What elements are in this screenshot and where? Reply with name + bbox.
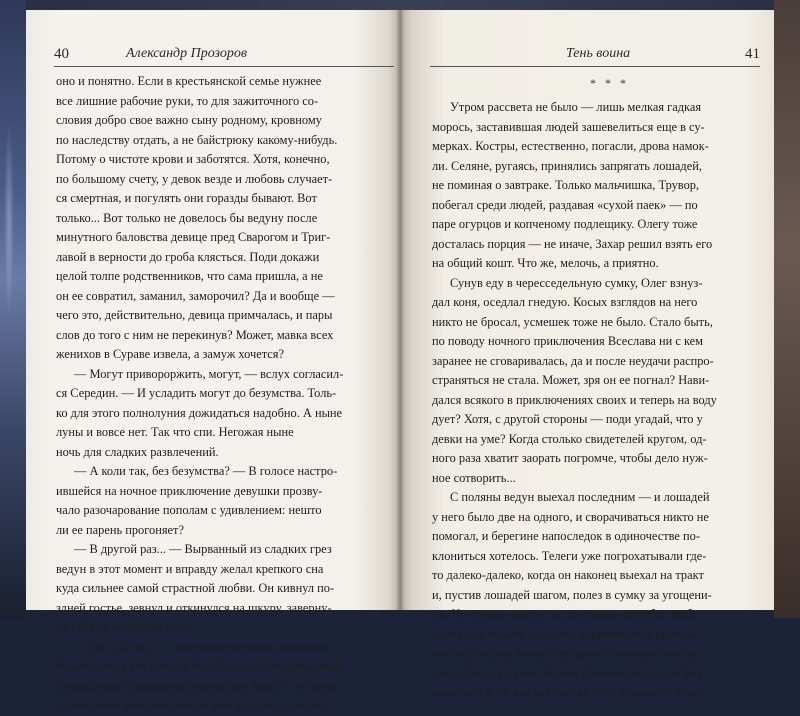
text-line: закончился, он как раз нагнал обоз и накинул пово- xyxy=(432,685,704,699)
text-line: никто не бросал, усмешек тоже не было. Стало быть, xyxy=(432,314,713,329)
text-line: страняться не стала. Может, зря он ее погнал? Нави- xyxy=(432,373,710,387)
left-page xyxy=(26,10,400,712)
text-line: мерках. Костры, естественно, погасли, дрова намок- xyxy=(432,139,709,153)
right-page-header xyxy=(430,46,760,66)
text-line: паре огурцов и копченому подлещику. Олегу тоже xyxy=(432,217,698,231)
text-line: он ее совратил, заманил, заморочил? Да и вообще — xyxy=(56,288,335,303)
text-line: чего это, действительно, девица примчалась, и пары xyxy=(56,308,333,322)
text-line: ли. Селяне, ругаясь, принялись запрягать лошадей, xyxy=(432,158,702,173)
left-page-header xyxy=(54,46,394,66)
text-line: все лишние рабочие руки, то для зажиточного со- xyxy=(56,93,319,108)
book-gutter xyxy=(396,10,404,610)
text-line: захрустел огурцами. К тому времени, когда завтрак xyxy=(432,665,704,680)
text-line: побегал среди людей, раздавая «сухой паек» — по xyxy=(432,197,698,212)
text-line: оно и понятно. Если в крестьянской семье нужнее xyxy=(56,74,322,88)
text-line: Потому о чистоте крови и заботятся. Хотя, конечно, xyxy=(56,152,330,166)
text-line: по поводу ночного приключения Всеслава ни с кем xyxy=(432,334,704,348)
text-line: Утром рассвета не было — лишь мелкая гадкая xyxy=(450,100,702,114)
text-line: луны и вовсе нет. Так что спи. Негожая ныне xyxy=(56,425,294,439)
text-line: С поляны ведун выехал последним — и лошадей xyxy=(450,490,710,504)
text-line: ся смертная, и погулять они горазды бывают. Вот xyxy=(56,191,317,205)
text-line: — В другой раз... — Вырванный из сладких грез xyxy=(74,542,332,556)
text-line: и, пустив лошадей шагом, полез в сумку за угощени- xyxy=(432,587,712,602)
text-line: чало разочарование пополам с удивлением: нешто xyxy=(56,503,322,517)
right-header-rule xyxy=(430,66,760,67)
text-line: по большому счету, у девок везде и любовь случает- xyxy=(56,171,333,186)
text-line: ем. Не спеша, ломтик за ломтиком, истребил рыбу, xyxy=(432,607,701,621)
text-line: — Ты... Да ты... — Всеслава внезапно довольно xyxy=(74,639,327,654)
right-page-text xyxy=(432,98,766,703)
text-line: дует? Хотя, с другой стороны — поди угадай, что у xyxy=(432,412,703,426)
text-line: заранее не сговаривалась, да и после неудачи распро- xyxy=(432,353,714,368)
text-line: морось, заставившая людей зашевелиться еще в су- xyxy=(432,119,705,134)
book-cover-right-edge xyxy=(774,0,800,618)
text-line: ми чешуйками, кожи, отер руки о влажную листву, xyxy=(432,646,701,660)
text-line: больно пнула его ногой в бок. Середин, непривыкший xyxy=(56,659,343,673)
text-line: роняя под копыта лоскутки коричневой, с крупны- xyxy=(432,626,700,641)
text-line: ся Середин. — И усладить могут до безумства. Толь- xyxy=(56,386,337,400)
right-page xyxy=(400,10,774,699)
text-line: ли ее парень прогоняет? xyxy=(56,522,184,537)
text-line: словия добро свое важно сыну родному, кровному xyxy=(56,113,322,127)
text-line: к подобному обращению, вскинулся было — но деви- xyxy=(56,678,341,693)
text-line: клониться хотелось. Телеги уже погрохатывали где- xyxy=(432,548,707,563)
text-line: ца широким мужским шагом уже шагала к телегам. xyxy=(56,698,329,712)
text-line: по наследству отдать, а не байстрюку какому-нибудь. xyxy=(56,132,338,147)
text-line: девки на уме? Когда столько свидетелей кругом, од- xyxy=(432,431,707,446)
text-line: только... Вот только не довелось бы ведуну после xyxy=(56,210,318,225)
section-break-asterisks: * * * xyxy=(590,76,629,90)
text-line: ного раза хватит заорать погромче, чтобы дело нуж- xyxy=(432,451,708,465)
text-line: у него было две на одного, и сворачиваться никто не xyxy=(432,509,709,524)
text-line: помогал, и берегине напоследок в одиночестве по- xyxy=(432,529,700,543)
right-page-running-title: Тень воина xyxy=(566,46,631,61)
text-line: на общий кошт. Что же, мелочь, а приятно. xyxy=(432,256,659,270)
text-line: слов до того с ним не перекинув? Может, мавка всех xyxy=(56,327,334,342)
text-line: женихов в Сураве извела, а замуж хочется? xyxy=(56,347,284,361)
text-line: дал коня, оседлал гнедую. Косых взглядов на него xyxy=(432,295,698,309)
text-line: не поминая о завтраке. Только мальчишка, Трувор, xyxy=(432,178,700,192)
text-line: на себя ее мохнатый край. xyxy=(56,620,194,634)
left-page-number: 40 xyxy=(54,46,69,62)
text-line: куда сильнее самой страстной любви. Он кивнул по- xyxy=(56,581,335,595)
text-line: Сунув еду в чересседельную сумку, Олег взнуз- xyxy=(450,275,703,290)
text-line: ное сотворить... xyxy=(432,470,516,485)
book-cover-left-edge xyxy=(0,0,26,618)
text-line: ившейся на ночное приключение девушки прозву- xyxy=(56,483,323,498)
text-line: здней гостье, зевнул и откинулся на шкуру, заверну- xyxy=(56,600,332,615)
text-line: целой толпе родственников, что сама пришла, а не xyxy=(56,269,323,283)
text-line: минутного баловства девице пред Сварогом и Триг- xyxy=(56,230,331,244)
book-cover-top-edge xyxy=(26,0,800,10)
left-header-rule xyxy=(54,66,394,67)
text-line: — А коли так, без безумства? — В голосе настро- xyxy=(74,464,338,478)
text-line: ко для этого полнолуния дожидаться надобно. А ныне xyxy=(56,405,343,420)
text-line: то далеко-далеко, когда он наконец выехал на тракт xyxy=(432,568,704,582)
text-line: лавой в верности до гроба клясться. Поди докажи xyxy=(56,249,320,264)
text-line: — Могут привороржить, могут, — вслух согласил- xyxy=(74,366,344,381)
text-line: ночь для сладких развлечений. xyxy=(56,444,219,459)
text-line: дался всякого в приключениях своих и теперь на воду xyxy=(432,392,717,407)
right-page-number: 41 xyxy=(745,46,760,62)
left-page-text xyxy=(56,72,398,716)
left-page-running-title: Александр Прозоров xyxy=(126,46,247,61)
text-line: досталась порция — не иначе, Захар решил взять его xyxy=(432,236,713,251)
text-line: ведун в этот момент и вправду желал крепкого сна xyxy=(56,561,324,576)
